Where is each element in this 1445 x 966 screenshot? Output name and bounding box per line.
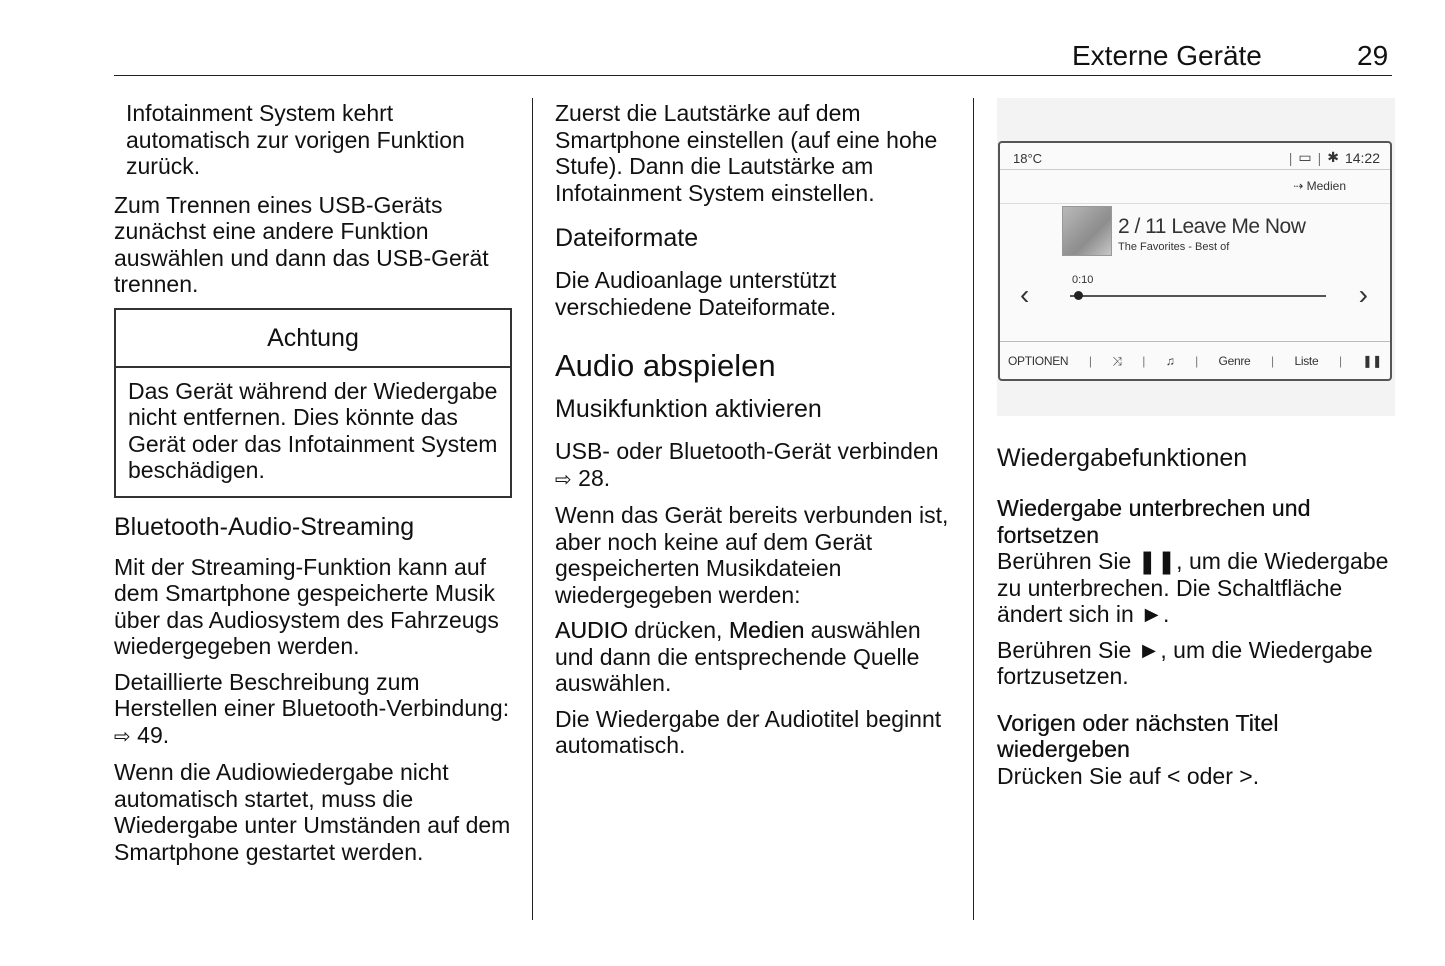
paragraph: Die Audioanlage unterstützt verschiedene Dateiformate. — [555, 267, 837, 320]
pause-icon[interactable]: ❚❚ — [1362, 354, 1382, 368]
usb-icon: ⇢ — [1293, 179, 1304, 193]
previous-track-icon[interactable]: ‹ — [1020, 279, 1030, 310]
clock: 14:22 — [1344, 149, 1380, 166]
source-label[interactable]: ⇢ Medien — [1293, 179, 1346, 193]
caution-text: Das Gerät während der Wiedergabe nicht entfernen. Dies könnte das Gerät oder das Infotainment System beschädigen. — [128, 377, 498, 483]
paragraph: Berühren Sie ❚❚, um die Wiedergabe zu unterbrechen. Die Schaltfläche ändert sich in ►. — [997, 548, 1389, 627]
cross-reference-icon[interactable]: ⇨ — [114, 725, 131, 748]
cross-reference-page[interactable]: 28. — [578, 464, 611, 491]
section-heading: Dateiformate — [555, 224, 699, 252]
subsection-heading: Wiedergabe unterbrechen und fortsetzen — [997, 495, 1311, 548]
column-middle — [555, 100, 955, 759]
paragraph: Mit der Streaming-Funktion kann auf dem Smartphone gespeicherte Musik über das Audiosystem des Fahrzeugs wiedergegeben werden. — [114, 553, 499, 659]
column-divider — [973, 98, 974, 920]
caution-box — [114, 308, 512, 498]
paragraph: Detaillierte Beschreibung zum Herstellen einer Bluetooth-Verbindung: ⇨ 49. — [114, 669, 512, 751]
paragraph: Wenn die Audiowiedergabe nicht automatisch startet, muss die Wiedergabe unter Umständen auf dem Smartphone gestartet werden. — [114, 759, 511, 865]
paragraph: AUDIO drücken, Medien auswählen und dann die entsprechende Quelle auswählen. — [555, 617, 921, 696]
column-left — [114, 100, 512, 865]
paragraph: Drücken Sie auf < oder >. — [997, 762, 1260, 789]
gear-icon[interactable]: ✱ — [1327, 149, 1339, 165]
caution-title: Achtung — [116, 310, 510, 368]
elapsed-time: 0:10 — [1072, 274, 1094, 286]
progress-knob[interactable] — [1074, 291, 1083, 300]
bottom-toolbar: OPTIONEN | ⤨ | ♫ | Genre | Liste | ❚❚ — [1008, 354, 1382, 368]
page-header-title: Externe Geräte — [1072, 40, 1262, 71]
shuffle-icon[interactable]: ⤨ — [1112, 354, 1122, 368]
subsection-heading: Vorigen oder nächsten Titel wiedergeben — [997, 709, 1279, 762]
next-track-icon[interactable]: › — [1358, 279, 1368, 310]
temperature-readout: 18°C — [1013, 151, 1043, 166]
genre-button[interactable]: Genre — [1218, 354, 1251, 368]
paragraph: USB- oder Bluetooth-Gerät verbinden ⇨ 28. — [555, 438, 955, 493]
list-button[interactable]: Liste — [1294, 354, 1319, 368]
chapter-heading: Audio abspielen — [555, 348, 776, 383]
section-heading: Wiedergabefunktionen — [997, 444, 1248, 472]
cross-reference-page[interactable]: 49. — [137, 721, 170, 748]
column-divider — [532, 98, 533, 920]
section-heading: Bluetooth-Audio-Streaming — [114, 512, 415, 541]
page-number: 29 — [1357, 40, 1389, 71]
status-bar: | ▭ | ✱ 14:22 — [1288, 149, 1380, 166]
paragraph: Wenn das Gerät bereits verbunden ist, aber noch keine auf dem Gerät gespeicherten Musikdateien wiedergegeben werden: — [555, 502, 949, 608]
album-cover — [1062, 206, 1112, 256]
cross-reference-icon[interactable]: ⇨ — [555, 468, 572, 491]
progress-bar[interactable] — [1070, 295, 1326, 297]
phone-icon: ▭ — [1298, 149, 1312, 165]
paragraph: Zum Trennen eines USB-Geräts zunächst eine andere Funktion auswählen und dann das USB-Gerät trennen. — [114, 191, 489, 297]
header-rule — [114, 75, 1392, 76]
tone-icon[interactable]: ♫ — [1165, 354, 1175, 368]
paragraph: Die Wiedergabe der Audiotitel beginnt automatisch. — [555, 705, 942, 758]
infotainment-display — [998, 141, 1392, 381]
paragraph: Berühren Sie ►, um die Wiedergabe fortzusetzen. — [997, 636, 1373, 689]
track-artist: The Favorites - Best of — [1118, 241, 1230, 253]
section-heading: Musikfunktion aktivieren — [555, 395, 822, 423]
paragraph: Zuerst die Lautstärke auf dem Smartphone einstellen (auf eine hohe Stufe). Dann die Lautstärke am Infotainment System einstellen. — [555, 100, 938, 206]
paragraph: Infotainment System kehrt automatisch zur vorigen Funktion zurück. — [126, 100, 465, 179]
infotainment-screenshot — [997, 98, 1395, 416]
column-right — [997, 443, 1397, 789]
track-title: 2 / 11 Leave Me Now — [1118, 215, 1306, 238]
options-button[interactable]: OPTIONEN — [1008, 354, 1069, 368]
